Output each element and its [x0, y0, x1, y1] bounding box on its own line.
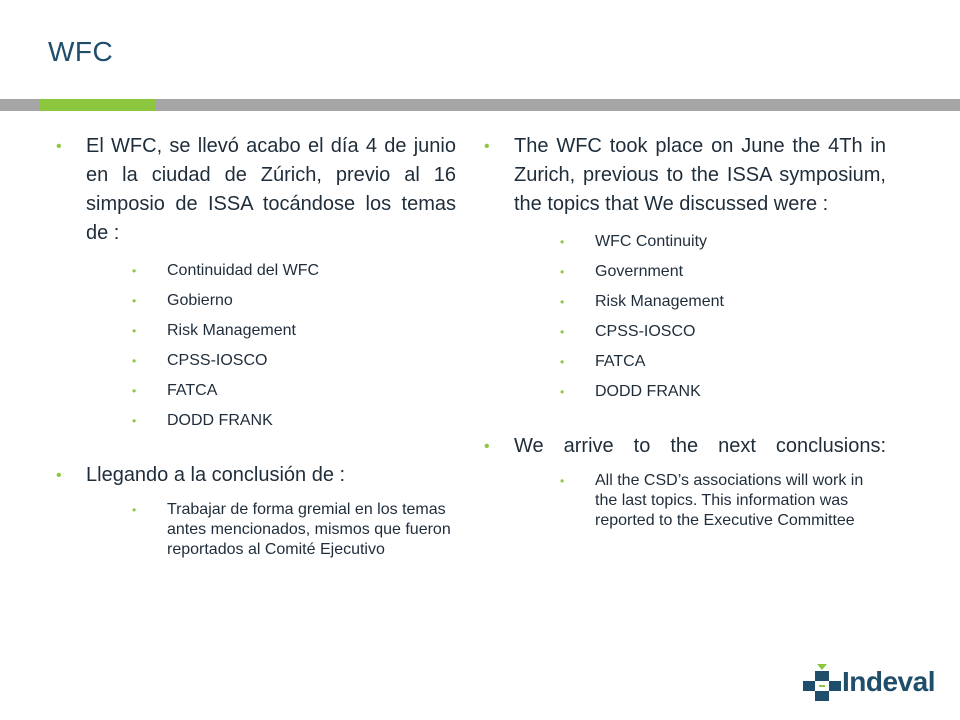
bullet-icon: •: [484, 438, 490, 455]
left-topics-list: [52, 261, 456, 431]
indeval-logo-text: Indeval: [842, 666, 935, 697]
bullet-icon: •: [132, 324, 137, 338]
right-topics-list: [480, 232, 886, 402]
right-topic-item: [480, 382, 886, 402]
right-topic-text: Risk Management: [595, 293, 724, 310]
left-topic-text: CPSS-IOSCO: [167, 352, 268, 369]
right-conclusion-heading-text: We arrive to the next conclusions:: [514, 435, 886, 457]
slide-title: WFC: [48, 36, 114, 67]
left-conclusion-heading-text: Llegando a la conclusión de :: [86, 464, 346, 486]
right-intro-text: The WFC took place on June the 4Th in Zurich, previous to the ISSA symposium, the topics that We discussed were :: [514, 135, 886, 215]
right-conclusion-text: All the CSD’s associations will work in the last topics. This information was reported to the Executive Committee: [595, 472, 864, 529]
left-topic-item: [52, 411, 456, 431]
right-topic-item: [480, 262, 886, 282]
title-divider-accent: [40, 99, 155, 111]
bullet-icon: •: [560, 385, 565, 399]
bullet-icon: •: [56, 138, 62, 155]
left-topic-item: [52, 291, 456, 311]
bullet-icon: •: [560, 265, 565, 279]
right-column: [480, 132, 886, 531]
left-conclusion-heading: [52, 461, 456, 490]
left-column: [52, 132, 456, 560]
right-topic-text: WFC Continuity: [595, 233, 708, 250]
bullet-icon: •: [560, 325, 565, 339]
bullet-icon: •: [56, 467, 62, 484]
right-topic-text: DODD FRANK: [595, 383, 701, 400]
right-topic-item: [480, 232, 886, 252]
right-topic-item: [480, 352, 886, 372]
left-topic-item: [52, 351, 456, 371]
right-topic-text: Government: [595, 263, 684, 280]
left-conclusion-item: [52, 500, 456, 560]
right-conclusion-list: [480, 471, 886, 531]
left-topic-text: DODD FRANK: [167, 412, 273, 429]
right-topic-text: FATCA: [595, 353, 646, 370]
bullet-icon: •: [132, 414, 137, 428]
bullet-icon: •: [560, 235, 565, 249]
left-topic-item: [52, 381, 456, 401]
bullet-icon: •: [132, 503, 137, 517]
bullet-icon: •: [560, 295, 565, 309]
indeval-logo-icon: [800, 662, 844, 708]
right-topic-text: CPSS-IOSCO: [595, 323, 696, 340]
left-topic-text: FATCA: [167, 382, 218, 399]
right-topic-item: [480, 322, 886, 342]
left-topic-item: [52, 261, 456, 281]
bullet-icon: •: [132, 384, 137, 398]
bullet-icon: •: [132, 294, 137, 308]
indeval-logo: [800, 658, 935, 712]
right-topic-item: [480, 292, 886, 312]
left-intro-item: [52, 132, 456, 248]
title-divider: [0, 99, 960, 111]
left-topic-text: Continuidad del WFC: [167, 262, 320, 279]
left-topic-text: Gobierno: [167, 292, 233, 309]
left-conclusion-text: Trabajar de forma gremial en los temas antes mencionados, mismos que fueron reportados al Comité Ejecutivo: [167, 501, 451, 558]
bullet-icon: •: [484, 138, 490, 155]
bullet-icon: •: [560, 355, 565, 369]
left-topic-text: Risk Management: [167, 322, 296, 339]
bullet-icon: •: [560, 474, 565, 488]
bullet-icon: •: [132, 264, 137, 278]
right-conclusion-item: [480, 471, 886, 531]
bullet-icon: •: [132, 354, 137, 368]
right-intro-item: [480, 132, 886, 219]
left-topic-item: [52, 321, 456, 341]
left-intro-text: El WFC, se llevó acabo el día 4 de junio en la ciudad de Zúrich, previo al 16 simposio de ISSA tocándose los temas de :: [86, 135, 456, 244]
right-conclusion-heading: [480, 432, 886, 461]
left-conclusion-list: [52, 500, 456, 560]
